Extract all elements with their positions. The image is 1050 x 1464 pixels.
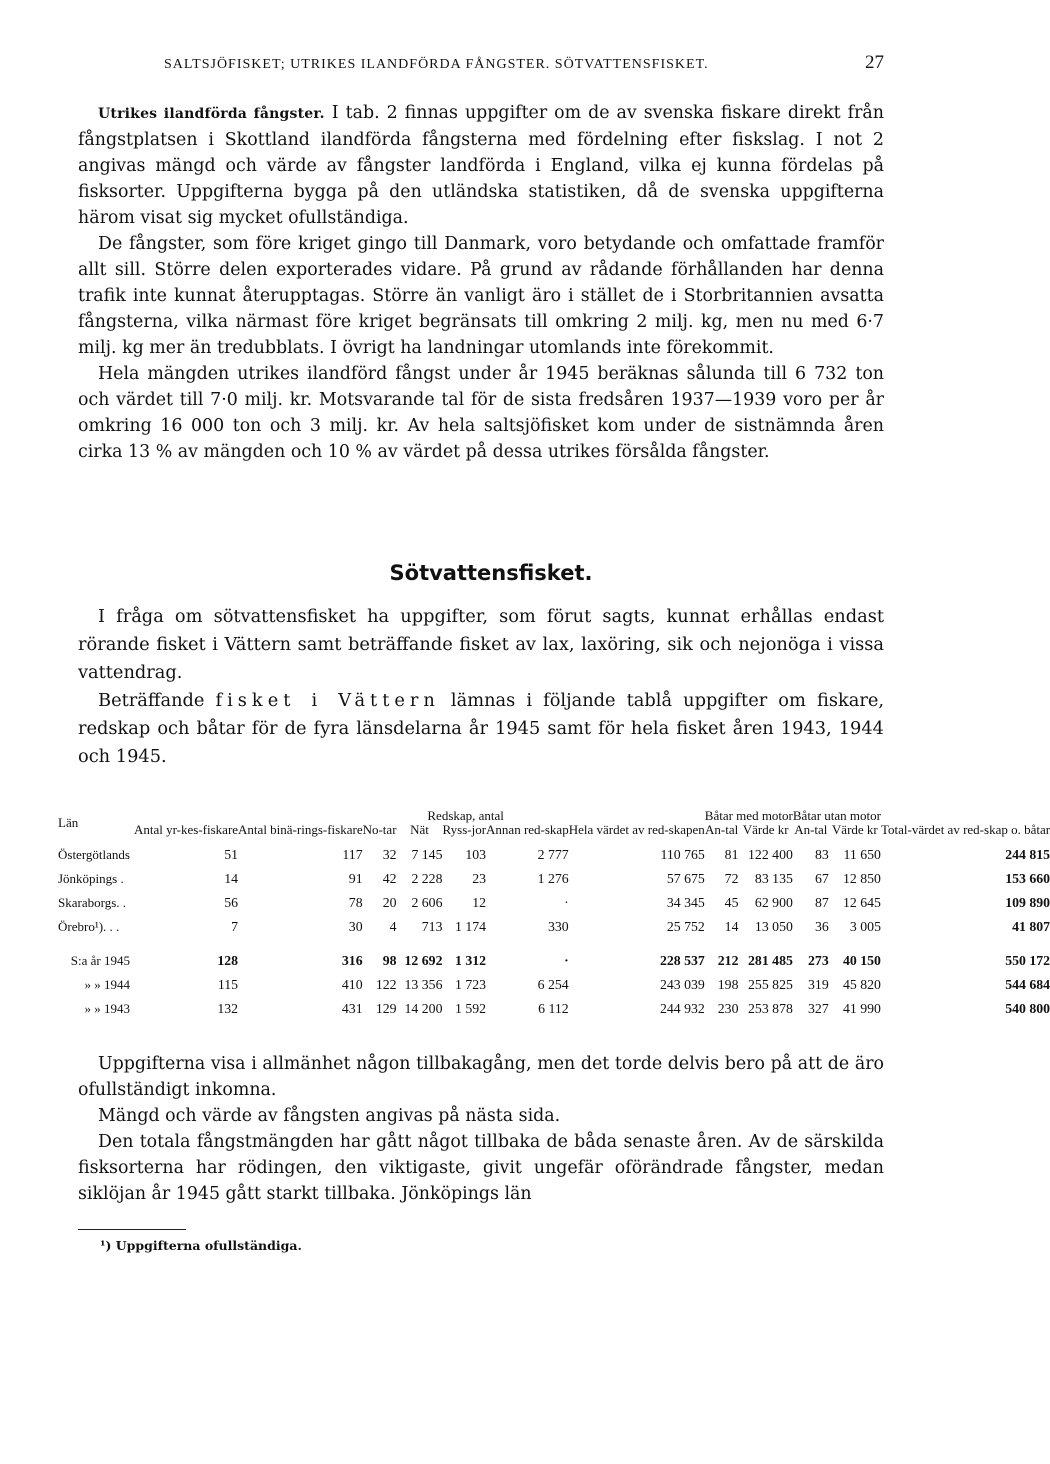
cell-binar: 431	[341, 1001, 363, 1016]
cell-nat: 7 145	[411, 847, 443, 862]
col-header-ryssjor: Ryss-jor	[442, 822, 487, 837]
cell-hela: 25 752	[666, 919, 705, 934]
cell-med-varde: 13 050	[754, 919, 793, 934]
cell-utan-varde: 45 820	[843, 977, 881, 992]
cell-notar: 4	[389, 919, 397, 934]
cell-ryssjor: 103	[465, 847, 487, 862]
cell-utan-varde: 3 005	[849, 919, 881, 934]
cell-med-antal: 230	[717, 1001, 739, 1016]
col-header-totalvardet: Total-värdet av red-skap o. båtar	[880, 822, 1050, 837]
cell-yrkes: 14	[224, 871, 239, 886]
cell-nat: 13 356	[404, 977, 443, 992]
cell-lan: » » 1943	[84, 1001, 130, 1016]
table-row	[58, 973, 1050, 997]
footnote-text: Uppgifterna ofullständiga.	[111, 1238, 302, 1253]
cell-utan-antal: 273	[808, 953, 829, 968]
col-header-hela-vardet: Hela värdet av red-skapen	[568, 822, 705, 837]
cell-total: 153 660	[1005, 871, 1050, 886]
cell-hela: 228 537	[659, 953, 705, 968]
cell-lan: S:a år 1945	[70, 953, 130, 968]
runin-heading: Utrikes ilandförda fångster.	[98, 106, 325, 122]
col-header-notar: No-tar	[362, 822, 397, 837]
cell-ryssjor: 1 723	[454, 977, 487, 992]
cell-med-varde: 255 825	[748, 977, 793, 992]
document-page	[58, 52, 1050, 1253]
cell-nat: 14 200	[404, 1001, 443, 1016]
cell-utan-varde: 11 650	[843, 847, 881, 862]
col-header-batar-med-motor: Båtar med motor	[704, 808, 793, 823]
cell-utan-antal: 87	[814, 895, 829, 910]
cell-annan: ·	[564, 895, 569, 910]
cell-total: 41 807	[1012, 919, 1050, 934]
vattern-fishing-table	[58, 809, 1050, 1021]
cell-utan-varde: 41 990	[843, 1001, 881, 1016]
cell-total: 244 815	[1005, 847, 1050, 862]
col-header-utan-antal: An-tal	[794, 822, 828, 837]
cell-med-varde: 83 135	[754, 871, 793, 886]
cell-binar: 117	[342, 847, 363, 862]
cell-ryssjor: 1 312	[454, 953, 487, 968]
cell-binar: 91	[348, 871, 363, 886]
section-foreign-landings	[78, 100, 884, 465]
page-number: 27	[865, 52, 884, 73]
cell-hela: 57 675	[666, 871, 705, 886]
paragraph: I fråga om sötvattensfisket ha uppgifter, som förut sagts, kunnat erhållas endast rörande fisket i Vättern samt beträffande fisket av lax, laxöring, sik och nejonöga i vissa vattendrag.	[78, 606, 884, 683]
cell-med-antal: 198	[717, 977, 739, 992]
cell-med-varde: 122 400	[748, 847, 793, 862]
table-row	[58, 939, 1050, 973]
cell-med-antal: 81	[724, 847, 739, 862]
col-header-med-varde: Värde kr	[742, 822, 789, 837]
paragraph-text: I tab. 2 finnas uppgifter om de av svenska fiskare direkt från fångstplatsen i Skottland ilandförda fångsterna med fördelning efter fiskslag. I not 2 angivas mängd och värde av fångster landförda i England, vilka ej kunna fördelas på fisksorter. Uppgifterna bygga på den utländska statistiken, då de svenska uppgifterna härom visat sig mycket ofullständiga.	[78, 103, 884, 228]
paragraph: De fångster, som före kriget gingo till Danmark, voro betydande och omfattade framför allt sill. Större delen exporterades vidare. På grund av rådande förhållanden har denna trafik inte kunnat återupptagas. Större än vanligt äro i stället de i Storbritannien avsatta fångsterna, vilka närmast före kriget begränsats till omkring 2 milj. kg, men nu med 6·7 milj. kg mer än tredubblats. I övrigt ha landningar utomlands inte förekommit.	[78, 234, 884, 358]
paragraph-text: Beträffande	[98, 690, 216, 711]
cell-utan-antal: 67	[814, 871, 829, 886]
section-freshwater	[78, 603, 884, 771]
col-header-lan: Län	[58, 815, 79, 830]
cell-med-antal: 45	[724, 895, 739, 910]
cell-annan: 2 777	[537, 847, 569, 862]
cell-nat: 12 692	[404, 953, 443, 968]
cell-ryssjor: 1 592	[454, 1001, 487, 1016]
paragraph	[78, 100, 884, 231]
cell-hela: 244 932	[659, 1001, 705, 1016]
cell-utan-varde: 12 645	[843, 895, 881, 910]
col-header-med-antal: An-tal	[705, 822, 739, 837]
cell-lan: Östergötlands	[58, 847, 130, 862]
cell-hela: 243 039	[659, 977, 705, 992]
table-row	[58, 997, 1050, 1021]
cell-yrkes: 51	[224, 847, 239, 862]
cell-yrkes: 7	[231, 919, 239, 934]
paragraph: Uppgifterna visa i allmänhet någon tillbakagång, men det torde delvis bero på att de äro ofullständigt inkomna.	[78, 1054, 884, 1100]
cell-lan: » » 1944	[84, 977, 130, 992]
table-row	[58, 891, 1050, 915]
paragraph: Den totala fångstmängden har gått något tillbaka de båda senaste åren. Av de särskilda fisksorterna har rödingen, den viktigaste, givit ungefär oförändrade fångster, medan siklöjan år 1945 gått starkt tillbaka. Jönköpings län	[78, 1132, 884, 1204]
section-title: Sötvattensfisket.	[389, 561, 593, 585]
cell-notar: 98	[382, 953, 397, 968]
cell-ryssjor: 12	[472, 895, 487, 910]
paragraph: Mängd och värde av fångsten angivas på nästa sida.	[98, 1106, 561, 1126]
cell-med-antal: 212	[717, 953, 739, 968]
paragraph: Hela mängden utrikes ilandförd fångst under år 1945 beräknas sålunda till 6 732 ton och värdet till 7·0 milj. kr. Motsvarande tal för de sista fredsåren 1937—1939 voro per år omkring 16 000 ton och 3 milj. kr. Av hela saltsjöfisket kom under de sistnämnda åren cirka 13 % av mängden och 10 % av värdet på dessa utrikes försålda fångster.	[78, 364, 884, 462]
cell-annan: 6 112	[538, 1001, 569, 1016]
cell-notar: 42	[382, 871, 397, 886]
table-row	[58, 915, 1050, 939]
cell-notar: 129	[375, 1001, 397, 1016]
cell-hela: 110 765	[660, 847, 705, 862]
cell-total: 540 800	[1005, 1001, 1050, 1016]
cell-nat: 2 228	[411, 871, 443, 886]
col-header-annan-redskap: Annan red-skap	[486, 822, 569, 837]
cell-total: 109 890	[1005, 895, 1050, 910]
cell-binar: 78	[348, 895, 363, 910]
cell-hela: 34 345	[666, 895, 705, 910]
cell-med-antal: 72	[724, 871, 739, 886]
cell-nat: 713	[421, 919, 443, 934]
cell-med-varde: 62 900	[754, 895, 793, 910]
col-header-batar-utan-motor: Båtar utan motor	[792, 808, 881, 823]
cell-annan: 330	[548, 919, 569, 934]
running-title: SALTSJÖFISKET; UTRIKES ILANDFÖRDA FÅNGSTER. SÖTVATTENSFISKET.	[164, 57, 709, 72]
cell-med-varde: 253 878	[748, 1001, 793, 1016]
cell-yrkes: 132	[217, 1001, 239, 1016]
cell-yrkes: 56	[224, 895, 239, 910]
table-row	[58, 867, 1050, 891]
cell-binar: 410	[341, 977, 363, 992]
footnote-divider	[78, 1229, 186, 1230]
cell-annan: 1 276	[537, 871, 569, 886]
running-header	[78, 52, 884, 74]
cell-utan-varde: 40 150	[843, 953, 881, 968]
cell-utan-antal: 319	[808, 977, 829, 992]
paragraph	[78, 687, 884, 771]
table-row	[58, 837, 1050, 867]
cell-notar: 122	[375, 977, 397, 992]
cell-utan-antal: 83	[814, 847, 829, 862]
cell-utan-antal: 327	[808, 1001, 829, 1016]
cell-notar: 20	[382, 895, 397, 910]
col-header-redskap: Redskap, antal	[427, 808, 504, 823]
paragraph-text: lämnas i följande tablå uppgifter om fiskare, redskap och båtar för de fyra länsdelarna år 1945 samt för hela fisket åren 1943, 1944 och 1945.	[78, 690, 885, 767]
cell-lan: Jönköpings .	[58, 871, 124, 886]
cell-binar: 316	[341, 953, 363, 968]
cell-ryssjor: 1 174	[454, 919, 487, 934]
cell-binar: 30	[348, 919, 363, 934]
footnote	[78, 1238, 884, 1253]
cell-notar: 32	[382, 847, 397, 862]
cell-annan: ·	[564, 953, 569, 968]
cell-lan: Skaraborgs. .	[58, 895, 127, 910]
col-header-nat: Nät	[410, 822, 429, 837]
col-header-yrkesfiskare: Antal yr-kes-fiskare	[133, 822, 239, 837]
cell-med-varde: 281 485	[748, 953, 793, 968]
table-body	[58, 837, 1050, 1021]
cell-yrkes: 128	[217, 953, 239, 968]
footnote-mark: ¹)	[100, 1238, 112, 1253]
cell-ryssjor: 23	[472, 871, 487, 886]
cell-total: 544 684	[1005, 977, 1050, 992]
cell-yrkes: 115	[217, 977, 239, 992]
section-commentary	[78, 1051, 884, 1207]
col-header-utan-varde: Värde kr	[831, 822, 878, 837]
cell-nat: 2 606	[411, 895, 443, 910]
cell-lan: Örebro¹). . .	[58, 919, 120, 934]
cell-utan-varde: 12 850	[843, 871, 881, 886]
spaced-emphasis: fisket i Vättern	[215, 690, 440, 711]
cell-utan-antal: 36	[814, 919, 829, 934]
cell-med-antal: 14	[724, 919, 739, 934]
col-header-binaringsfiskare: Antal binä-rings-fiskare	[238, 822, 363, 837]
cell-annan: 6 254	[537, 977, 569, 992]
cell-total: 550 172	[1005, 953, 1050, 968]
